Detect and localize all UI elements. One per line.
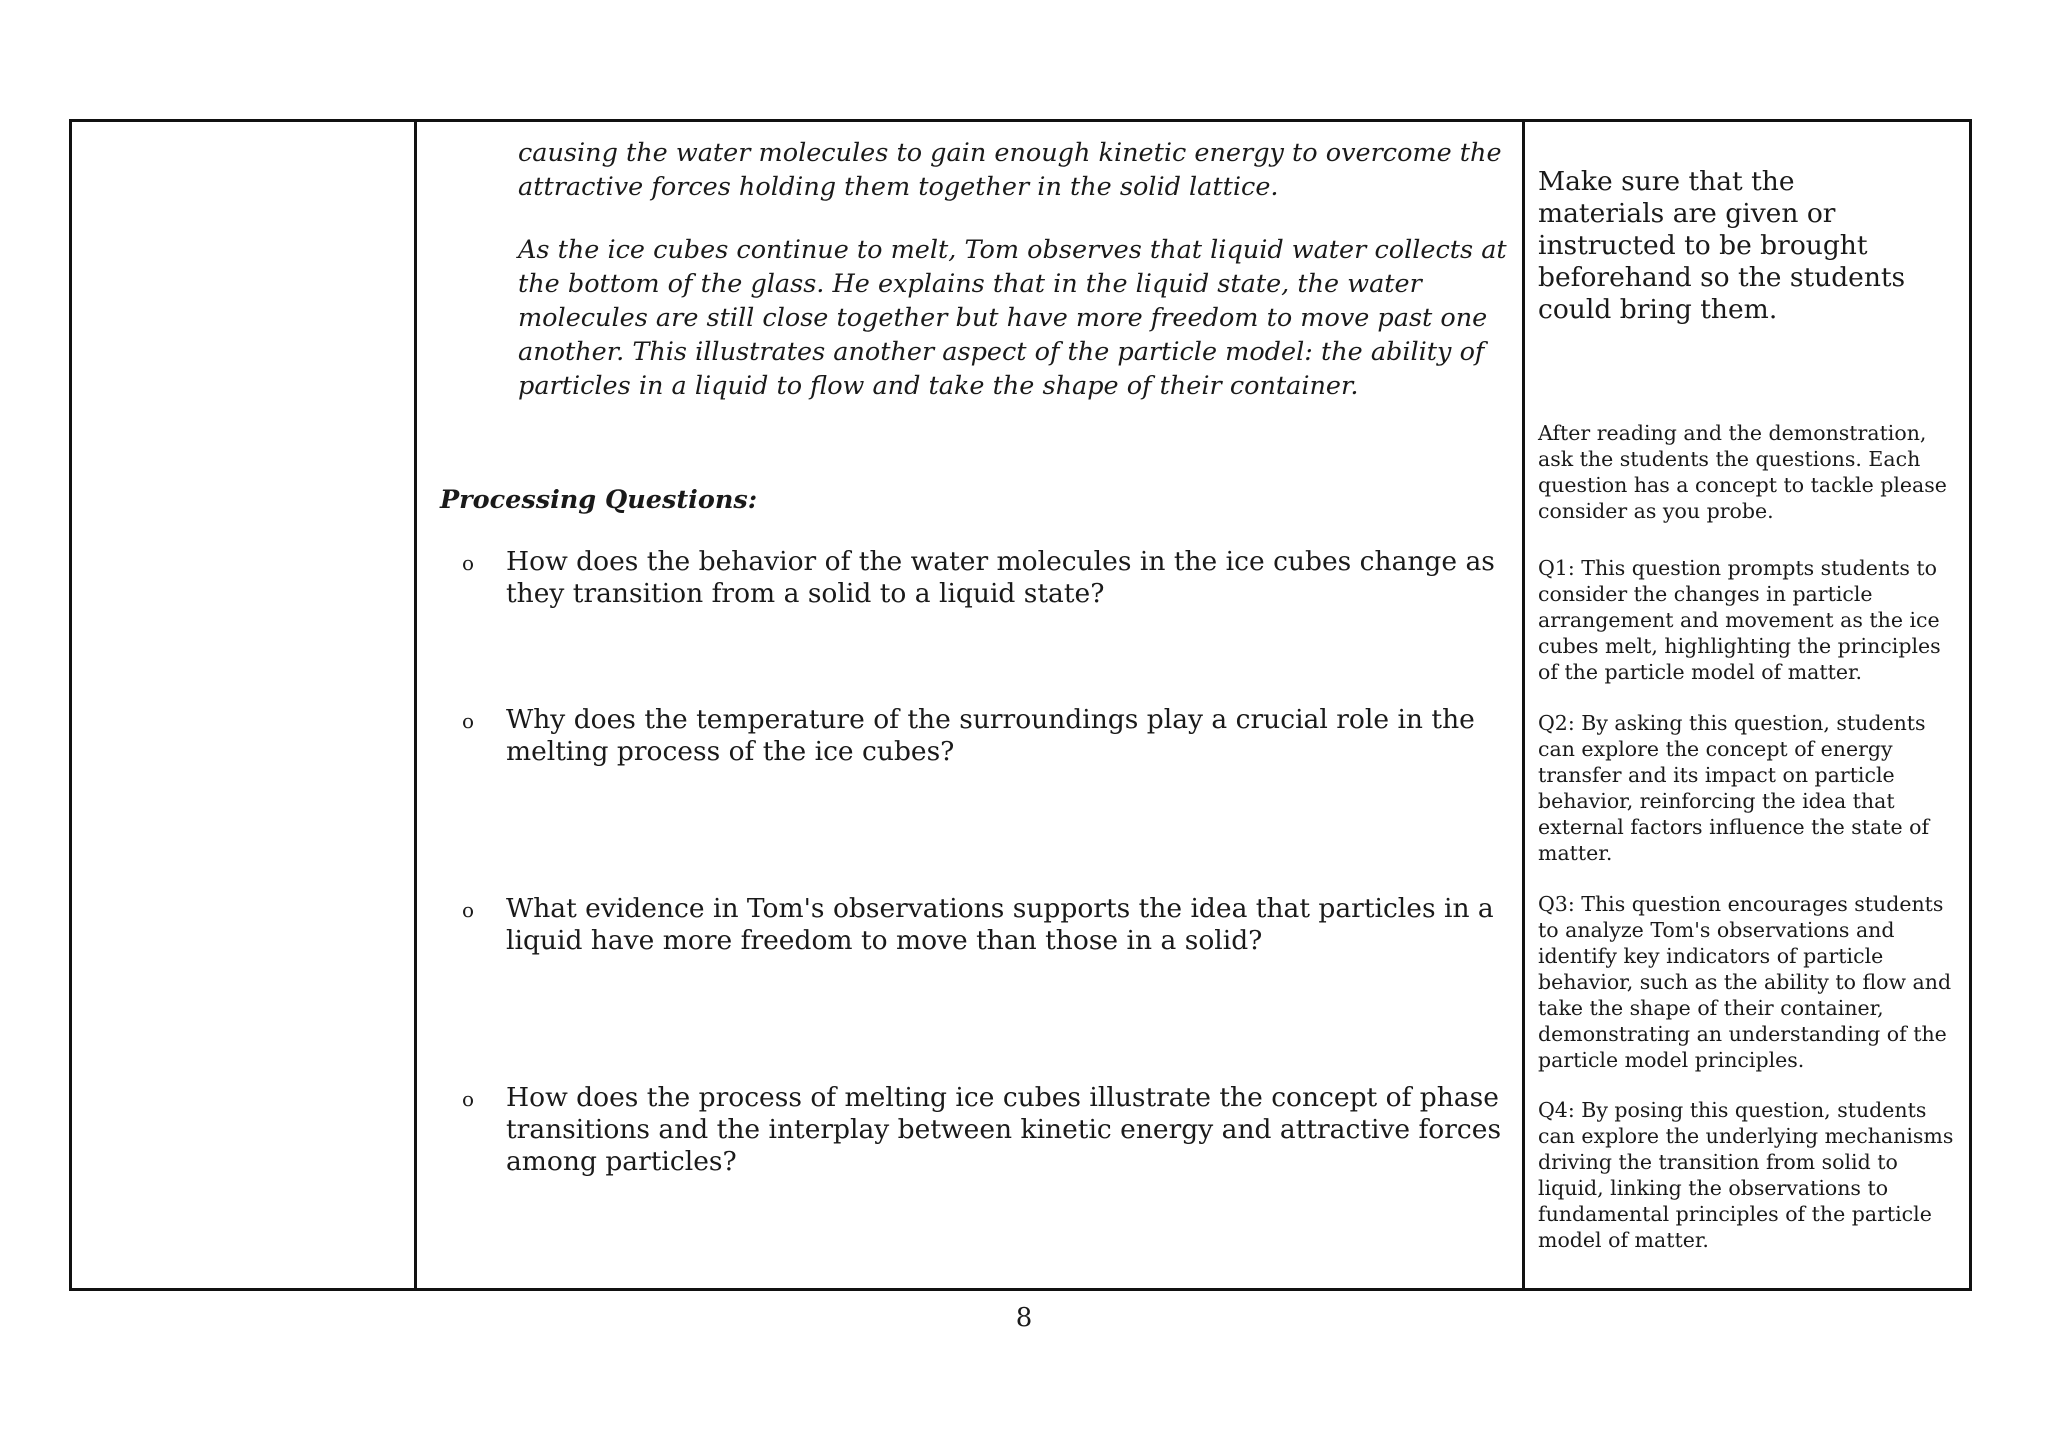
question-note-3: Q3: This question encourages students to analyze Tom's observations and identify key indicators of particle behavior, such as the ability to flow and take the shape of their container, demonstrating an understanding of the particle model principles. [1538, 892, 1952, 1072]
narrative-paragraph: causing the water molecules to gain enough kinetic energy to overcome the attractive forces holding them together in the solid lattice. [518, 138, 1502, 202]
bullet-icon: o [462, 709, 475, 733]
bullet-icon: o [462, 898, 475, 922]
bullet-icon: o [462, 551, 475, 575]
question-text: How does the behavior of the water molecules in the ice cubes change as they transition from a solid to a liquid state? [506, 546, 1495, 609]
table-column-left [72, 122, 417, 1288]
question-note-2: Q2: By asking this question, students can explore the concept of energy transfer and its impact on particle behavior, reinforcing the idea that external factors influence the state of matter. [1538, 711, 1930, 865]
question-text: How does the process of melting ice cubes illustrate the concept of phase transitions and the interplay between kinetic energy and attractive forces among particles? [506, 1082, 1502, 1177]
processing-questions-list [417, 122, 1522, 1288]
table-column-teacher-notes [1525, 122, 1969, 1288]
narrative-paragraph: As the ice cubes continue to melt, Tom observes that liquid water collects at the bottom of the glass. He explains that in the liquid state, the water molecules are still close together but have more freedom to move past one another. This illustrates another aspect of the particle model: the ability of particles in a liquid to flow and take the shape of their container. [518, 235, 1507, 401]
page-number: 8 [1015, 1303, 1033, 1333]
bullet-icon: o [462, 1087, 475, 1111]
question-item-3 [462, 893, 1511, 957]
question-item-1 [462, 546, 1511, 610]
question-text: What evidence in Tom's observations supports the idea that particles in a liquid have more freedom to move than those in a solid? [506, 893, 1494, 956]
reading-note: After reading and the demonstration, ask the students the questions. Each question has a concept to tackle please consider as you probe. [1538, 421, 1947, 523]
question-note-4: Q4: By posing this question, students can explore the underlying mechanisms driving the transition from solid to liquid, linking the observations to fundamental principles of the particle model of matter. [1538, 1098, 1954, 1252]
question-note-1: Q1: This question prompts students to consider the changes in particle arrangement and movement as the ice cubes melt, highlighting the principles of the particle model of matter. [1538, 556, 1941, 684]
table-column-content [417, 122, 1525, 1288]
lesson-table [69, 119, 1972, 1291]
question-item-2 [462, 704, 1511, 768]
question-item-4 [462, 1082, 1511, 1178]
processing-questions-heading: Processing Questions: [440, 485, 758, 515]
materials-note: Make sure that the materials are given or instructed to be brought beforehand so the students could bring them. [1538, 166, 1906, 325]
question-text: Why does the temperature of the surroundings play a crucial role in the melting process of the ice cubes? [506, 704, 1475, 767]
